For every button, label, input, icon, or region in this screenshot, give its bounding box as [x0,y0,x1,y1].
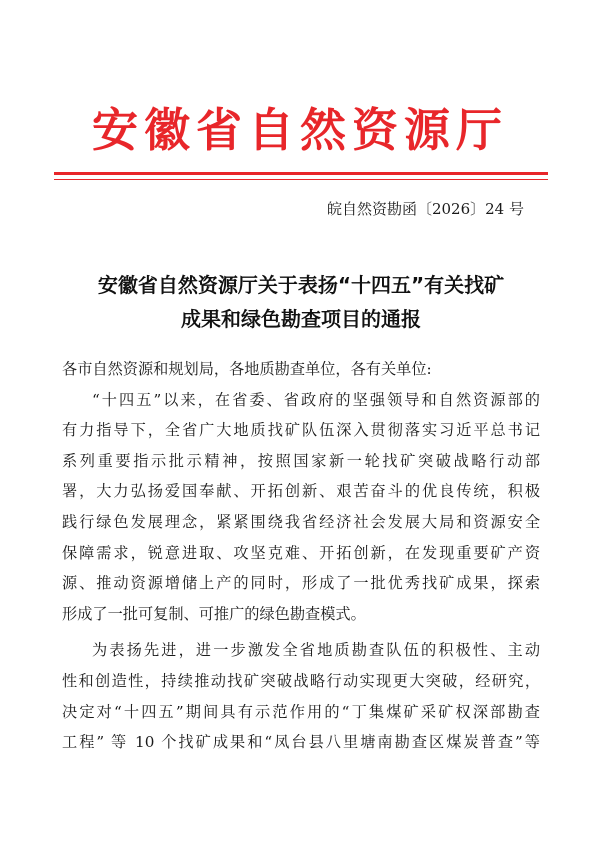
paragraph-line: 系列重要指示批示精神，按照国家新一轮找矿突破战略行动部 [62,451,540,470]
salutation: 各市自然资源和规划局，各地质勘查单位，各有关单位: [62,360,432,378]
paragraph-line: 源、推动资源增储上产的同时，形成了一批优秀找矿成果，探索 [62,574,540,593]
paragraph-line: 工程” 等 10 个找矿成果和“凤台县八里塘南勘查区煤炭普查”等 [62,733,540,752]
masthead-red-rule [54,172,548,175]
paragraph-line: “十四五”以来，在省委、省政府的坚强领导和自然资源部的 [92,390,540,409]
paragraph-line: 决定对“十四五”期间具有示范作用的“丁集煤矿采矿权深部勘查 [62,702,540,721]
document-number: 皖自然资勘函〔2026〕24 号 [326,200,524,218]
document-body [62,354,540,758]
masthead-org-name: 安徽省自然资源厅 [92,103,508,157]
paragraph-line: 署，大力弘扬爱国奉献、开拓创新、艰苦奋斗的优良传统，积极 [62,482,540,501]
paragraph-line: 形成了一批可复制、可推广的绿色勘查模式。 [62,604,366,623]
paragraph-line: 有力指导下，全省广大地质找矿队伍深入贯彻落实习近平总书记 [62,421,540,440]
paragraph-line: 性和创造性，持续推动找矿突破战略行动实现更大突破，经研究， [62,671,540,690]
title-line: 安徽省自然资源厅关于表扬“十四五”有关找矿 [97,273,505,297]
masthead-red-rule-thin [54,179,548,180]
paragraph-line: 为表扬先进，进一步激发全省地质勘查队伍的积极性、主动 [92,641,540,660]
title-line: 成果和绿色勘查项目的通报 [181,307,421,331]
paragraph-line: 践行绿色发展理念，紧紧围绕我省经济社会发展大局和资源安全 [62,512,540,531]
document-title [54,268,548,336]
paragraph-line: 保障需求，锐意进取、攻坚克难、开拓创新，在发现重要矿产资 [62,543,540,562]
